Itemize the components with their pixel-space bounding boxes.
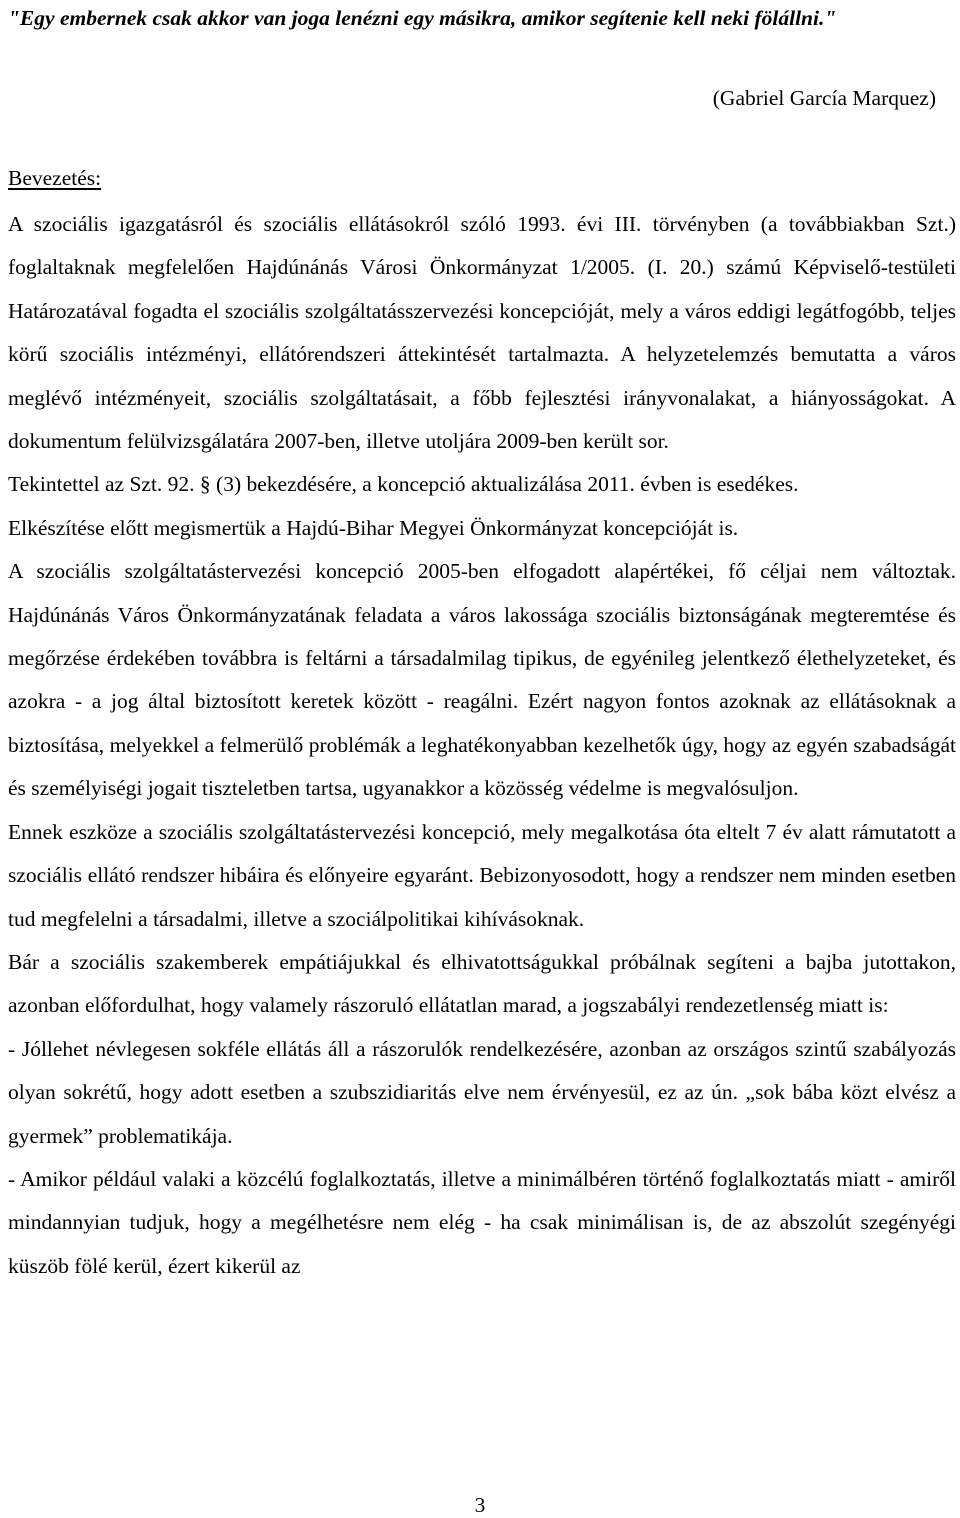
- paragraph: - Jóllehet névlegesen sokféle ellátás áll a rászorulók rendelkezésére, azonban az országos szintű szabályozás olyan sokrétű, hogy adott esetben a szubszidiaritás elve nem érvényesül, ez az ún. „sok bába közt elvész a gyermek” problematikája.: [8, 1036, 956, 1148]
- section-heading: Bevezetés:: [8, 166, 102, 190]
- paragraph: A szociális szolgáltatástervezési koncepció 2005-ben elfogadott alapértékei, fő céljai nem változtak. Hajdúnánás Város Önkormányzatának feladata a város lakossága szociális biztonságának megteremtése és megőrzése érdekében továbbra is feltárni a társadalmilag tipikus, de egyénileg jelentkező élethelyzeteket, és azokra - a jog által biztosított keretek között - reagálni. Ezért nagyon fontos azoknak az ellátásoknak a biztosítása, melyekkel a felmerülő problémák a leghatékonyabban kezelhetők úgy, hogy az egyén szabadságát és személyiségi jogait tiszteletben tartsa, ugyanakkor a közösség védelme is megvalósuljon.: [8, 559, 956, 801]
- paragraph: Bár a szociális szakemberek empátiájukkal és elhivatottságukkal próbálnak segíteni a bajba jutottakon, azonban előfordulhat, hogy valamely rászoruló ellátatlan marad, a jogszabályi rendezetlenség miatt is:: [8, 949, 956, 1018]
- paragraph: A szociális igazgatásról és szociális ellátásokról szóló 1993. évi III. törvényben (a továbbiakban Szt.) foglaltaknak megfelelően Hajdúnánás Városi Önkormányzat 1/2005. (I. 20.) számú Képviselő-testületi Határozatával fogadta el szociális szolgáltatásszervezési koncepcióját, mely a város eddigi legátfogóbb, teljes körű szociális intézményi, ellátórendszeri áttekintését tartalmazta. A helyzetelemzés bemutatta a város meglévő intézményeit, szociális szolgáltatásait, a főbb fejlesztési irányvonalakat, a hiányosságokat. A dokumentum felülvizsgálatára 2007-ben, illetve utoljára 2009-ben került sor.: [8, 212, 956, 454]
- paragraph: Ennek eszköze a szociális szolgáltatástervezési koncepció, mely megalkotása óta eltelt 7 év alatt rámutatott a szociális ellátó rendszer hibáira és előnyeire egyaránt. Bebizonyosodott, hogy a rendszer nem minden esetben tud megfelelni a társadalmi, illetve a szociálpolitikai kihívásoknak.: [8, 819, 956, 931]
- quote-author: (Gabriel García Marquez): [712, 86, 936, 110]
- body-text: [8, 203, 956, 1288]
- paragraph: Elkészítése előtt megismertük a Hajdú-Bihar Megyei Önkormányzat koncepcióját is.: [8, 515, 739, 540]
- epigraph-quote: "Egy embernek csak akkor van joga lenézni egy másikra, amikor segítenie kell neki fölállni.": [8, 6, 837, 30]
- paragraph: Tekintettel az Szt. 92. § (3) bekezdésére, a koncepció aktualizálása 2011. évben is esedékes.: [8, 472, 799, 497]
- paragraph: - Amikor például valaki a közcélú foglalkoztatás, illetve a minimálbéren történő foglalkoztatás miatt - amiről mindannyian tudjuk, hogy a megélhetésre nem elég - ha csak minimálisan is, de az abszolút szegényégi küszöb fölé kerül, ézert kikerül az: [8, 1166, 956, 1278]
- page-number: 3: [474, 1493, 486, 1517]
